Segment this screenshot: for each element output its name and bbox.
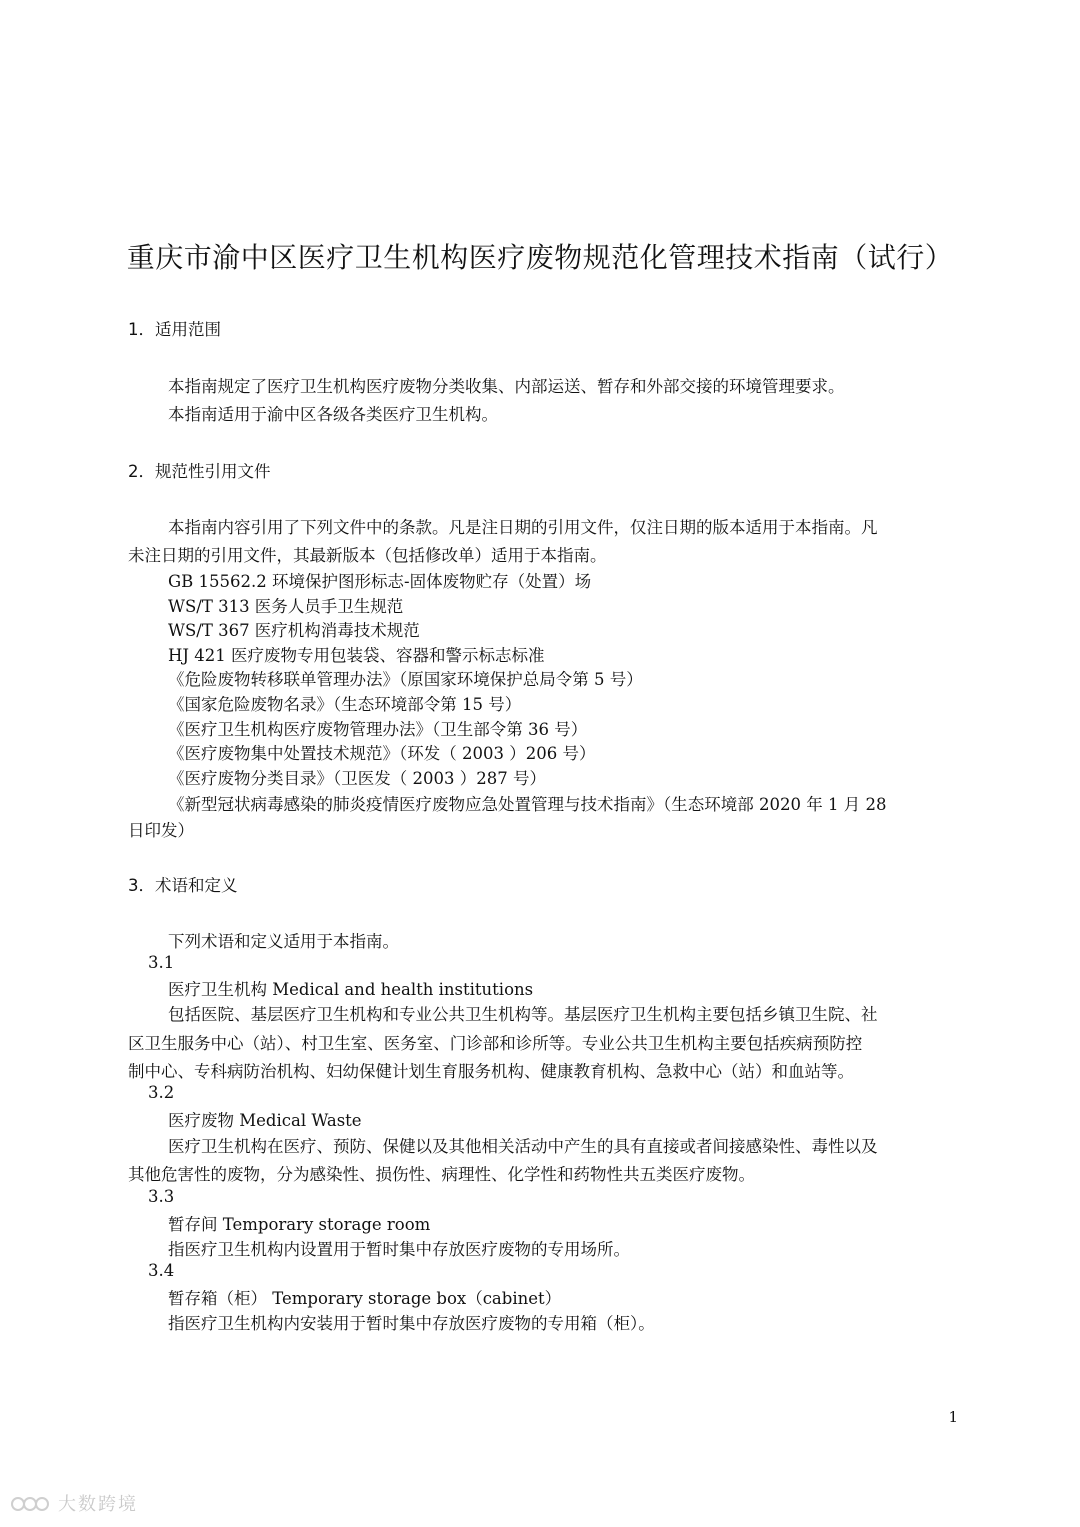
- reference-item: HJ 421 医疗废物专用包装袋、容器和警示标志标准: [168, 646, 545, 665]
- term-heading: [168, 1285, 561, 1309]
- term-english: Temporary storage room: [222, 1215, 431, 1234]
- reference-item: WS/T 367 医疗机构消毒技术规范: [168, 621, 420, 640]
- term-definition-line: 包括医院、基层医疗卫生机构和专业公共卫生机构等。基层医疗卫生机构主要包括乡镇卫生院、社: [168, 1005, 878, 1024]
- term-name: 暂存间: [168, 1215, 218, 1234]
- term-english: Medical and health institutions: [272, 980, 534, 999]
- section-3-intro: 下列术语和定义适用于本指南。: [168, 932, 399, 951]
- term-definition-line: 指医疗卫生机构内设置用于暂时集中存放医疗废物的专用场所。: [168, 1240, 630, 1259]
- reference-item: 《危险废物转移联单管理办法》（原国家环境保护总局令第 5 号）: [168, 670, 643, 689]
- term-number: 3.3: [148, 1187, 175, 1206]
- term-english: Temporary storage box（cabinet）: [272, 1289, 562, 1308]
- reference-item-last-line-2: 日印发）: [128, 821, 194, 840]
- section-2-heading: 2．规范性引用文件: [128, 462, 271, 481]
- term-english: Medical Waste: [239, 1111, 362, 1130]
- reference-item-last-line-1: 《新型冠状病毒感染的肺炎疫情医疗废物应急处置管理与技术指南》（生态环境部 2020 年 1 月 28: [168, 795, 887, 814]
- term-number: 3.1: [148, 953, 175, 972]
- term-name: 暂存箱（柜）: [168, 1289, 267, 1308]
- watermark-text: 大数跨境: [58, 1494, 138, 1515]
- reference-item: 《医疗废物分类目录》（卫医发（ 2003 ）287 号）: [168, 769, 546, 788]
- term-heading: [168, 1211, 430, 1235]
- term-number: 3.4: [148, 1261, 175, 1280]
- document-title: 重庆市渝中区医疗卫生机构医疗废物规范化管理技术指南（试行）: [126, 241, 954, 274]
- section-3-heading: 3．术语和定义: [128, 876, 238, 895]
- term-definition-line: 区卫生服务中心（站）、村卫生室、医务室、门诊部和诊所等。专业公共卫生机构主要包括疾病预防控: [128, 1034, 863, 1053]
- term-definition-line: 其他危害性的废物，分为感染性、损伤性、病理性、化学性和药物性共五类医疗废物。: [128, 1165, 755, 1184]
- section-2-intro-line-2: 未注日期的引用文件，其最新版本（包括修改单）适用于本指南。: [128, 546, 607, 565]
- term-definition-line: 指医疗卫生机构内安装用于暂时集中存放医疗废物的专用箱（柜）。: [168, 1314, 655, 1333]
- watermark-logo-icon: [10, 1493, 54, 1513]
- term-number: 3.2: [148, 1083, 175, 1102]
- section-2-intro-line-1: 本指南内容引用了下列文件中的条款。凡是注日期的引用文件，仅注日期的版本适用于本指南。凡: [168, 518, 878, 537]
- term-definition-line: 医疗卫生机构在医疗、预防、保健以及其他相关活动中产生的具有直接或者间接感染性、毒性以及: [168, 1137, 878, 1156]
- term-heading: [168, 976, 533, 1000]
- reference-item: 《医疗卫生机构医疗废物管理办法》（卫生部令第 36 号）: [168, 720, 588, 739]
- reference-item: WS/T 313 医务人员手卫生规范: [168, 597, 404, 616]
- watermark: [10, 1490, 138, 1516]
- term-heading: [168, 1107, 362, 1131]
- term-name: 医疗废物: [168, 1111, 234, 1130]
- section-1-paragraph-1: 本指南规定了医疗卫生机构医疗废物分类收集、内部运送、暂存和外部交接的环境管理要求。: [168, 377, 845, 396]
- reference-item: 《医疗废物集中处置技术规范》（环发（ 2003 ）206 号）: [168, 744, 596, 763]
- term-definition-line: 制中心、专科病防治机构、妇幼保健计划生育服务机构、健康教育机构、急救中心（站）和血站等。: [128, 1062, 854, 1081]
- section-1-heading: 1．适用范围: [128, 320, 221, 339]
- section-1-paragraph-2: 本指南适用于渝中区各级各类医疗卫生机构。: [168, 405, 498, 424]
- term-name: 医疗卫生机构: [168, 980, 267, 999]
- reference-item: 《国家危险废物名录》（生态环境部令第 15 号）: [168, 695, 522, 714]
- reference-item: GB 15562.2 环境保护图形标志-固体废物贮存（处置）场: [168, 572, 592, 591]
- page-number: 1: [948, 1408, 958, 1426]
